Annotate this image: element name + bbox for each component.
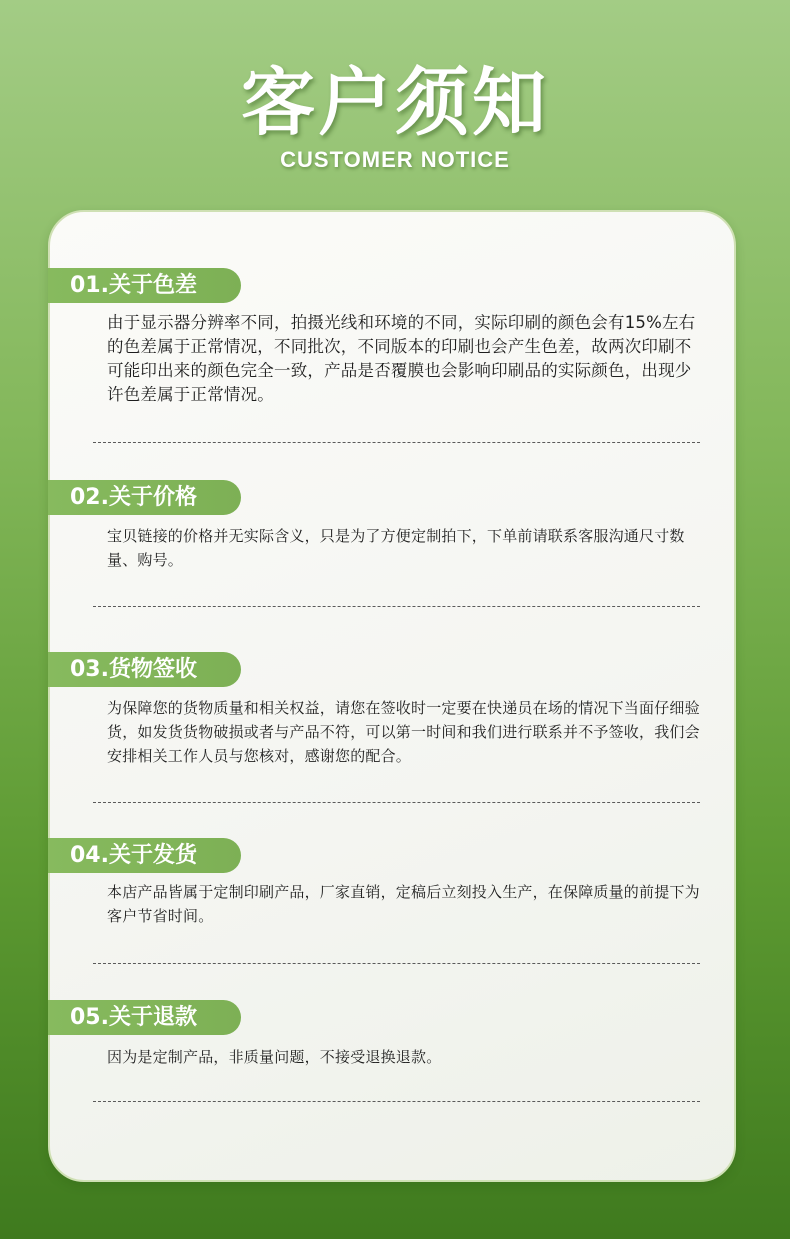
section-tag: 05.关于退款 [48,1000,241,1035]
page-title: 客户须知 [241,60,549,146]
page-subtitle: CUSTOMER NOTICE [280,147,510,172]
dashed-divider [93,442,700,443]
section-text: 由于显示器分辨率不同，拍摄光线和环境的不同，实际印刷的颜色会有15%左右的色差属于正常情况，不同批次，不同版本的印刷也会产生色差，故两次印刷不可能印出来的颜色完全一致，产品是否覆膜也会影响印刷品的实际颜色，出现少许色差属于正常情况。 [107,313,696,404]
section-text: 因为是定制产品，非质量问题，不接受退换退款。 [107,1048,442,1066]
section-tag: 02.关于价格 [48,480,241,515]
dashed-divider [93,963,700,964]
dashed-divider [93,802,700,803]
page-header [0,58,790,174]
dashed-divider [93,1101,700,1102]
dashed-divider [93,606,700,607]
section-tag: 04.关于发货 [48,838,241,873]
section-text: 宝贝链接的价格并无实际含义，只是为了方便定制拍下，下单前请联系客服沟通尺寸数量、购号。 [107,527,685,569]
section-tag: 03.货物签收 [48,652,241,687]
section-text: 本店产品皆属于定制印刷产品，厂家直销，定稿后立刻投入生产，在保障质量的前提下为客户节省时间。 [107,883,700,925]
section-text: 为保障您的货物质量和相关权益，请您在签收时一定要在快递员在场的情况下当面仔细验货，如发货货物破损或者与产品不符，可以第一时间和我们进行联系并不予签收，我们会安排相关工作人员与您核对，感谢您的配合。 [107,699,700,765]
section-tag: 01.关于色差 [48,268,241,303]
